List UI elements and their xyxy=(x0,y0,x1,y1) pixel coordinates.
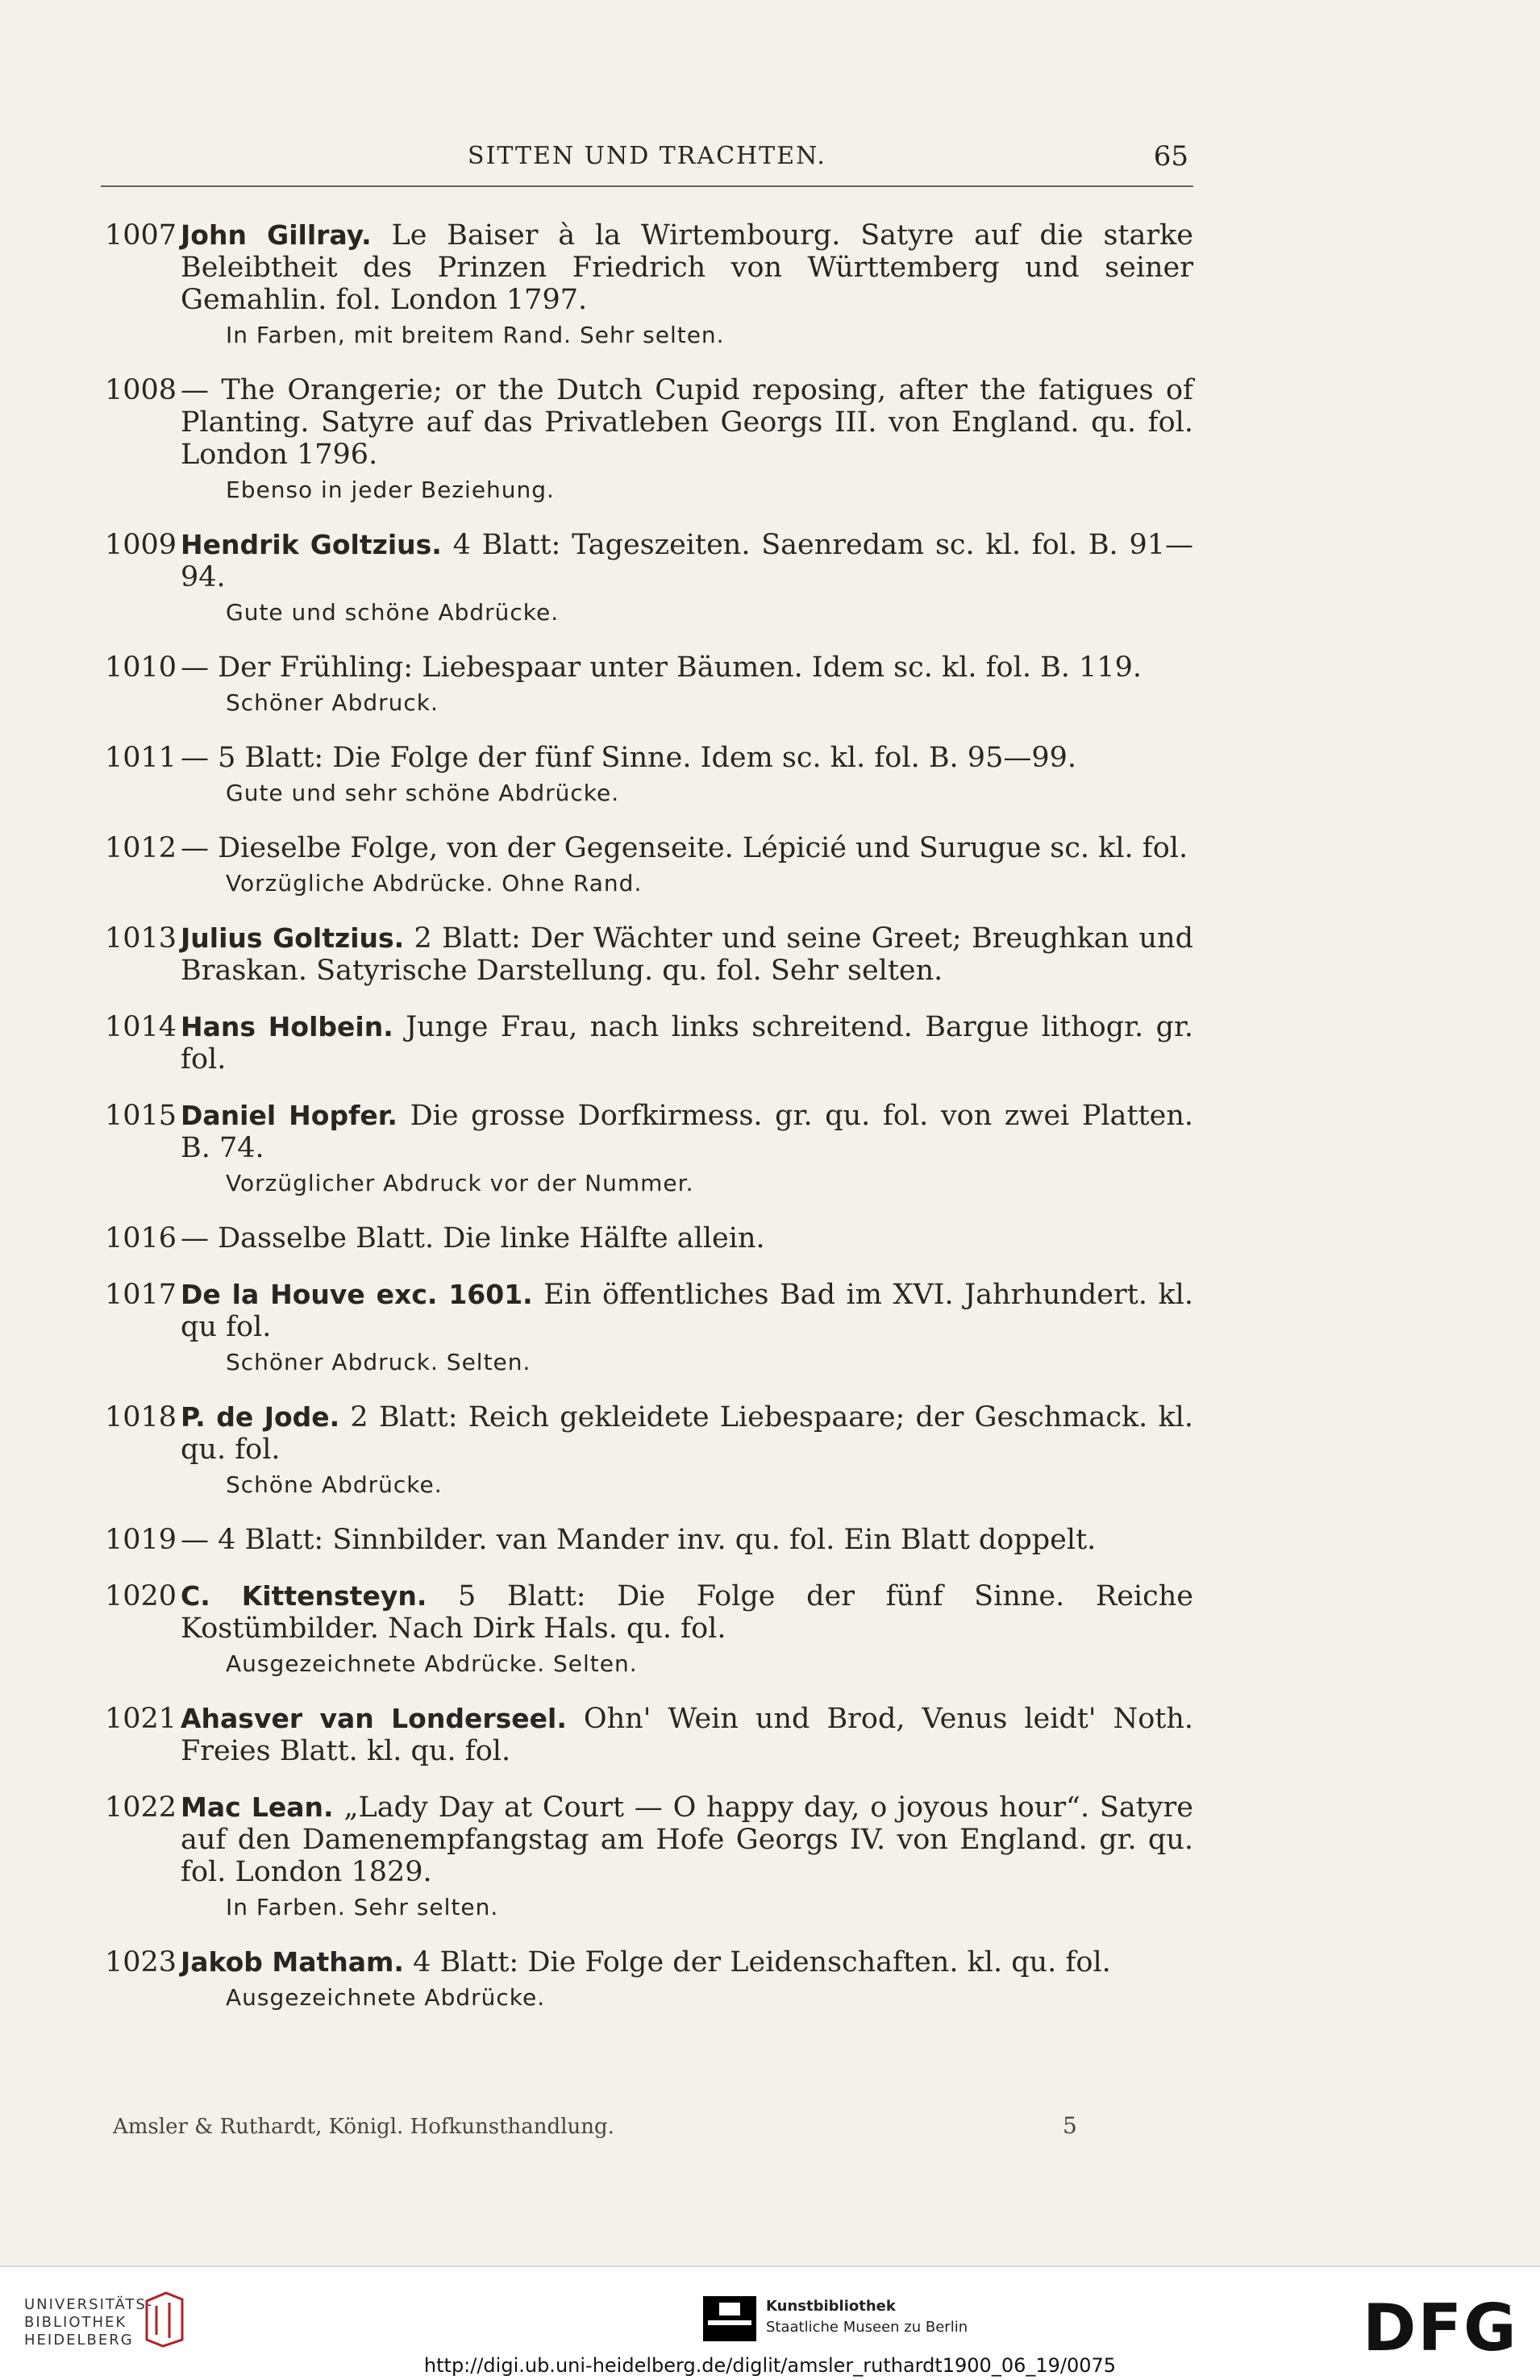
entry-number: 1021 xyxy=(105,1703,177,1735)
entry-number: 1014 xyxy=(105,1011,177,1043)
publisher-footer: Amsler & Ruthardt, Königl. Hofkunsthandlung. xyxy=(113,2115,614,2139)
entry-number: 1019 xyxy=(105,1524,177,1556)
entry-description: 4 Blatt: Die Folge der Leidenschaften. kl. qu. fol. xyxy=(413,1946,1111,1978)
entry-text xyxy=(181,1946,1193,1978)
entry-note: Schöner Abdruck. Selten. xyxy=(226,1349,531,1375)
entry-note: Schöne Abdrücke. xyxy=(226,1471,443,1498)
dfg-logo[interactable]: DFG xyxy=(1363,2291,1518,2365)
source-url-link[interactable]: http://digi.ub.uni-heidelberg.de/diglit/amsler_ruthardt1900_06_19/0075 xyxy=(423,2354,1117,2377)
entry-description: Ein öffentliches Bad im XVI. Jahrhundert. kl. qu fol. xyxy=(181,1279,1193,1343)
entry-note: Vorzüglicher Abdruck vor der Nummer. xyxy=(226,1170,694,1196)
ub-heidelberg-label[interactable]: UNIVERSITÄTS- BIBLIOTHEK HEIDELBERG xyxy=(24,2296,154,2349)
entry-description: „Lady Day at Court — O happy day, o joyous hour“. Satyre auf den Damenempfangstag am Hofe Georgs IV. von England. gr. qu. fol. London 1829. xyxy=(181,1791,1193,1888)
catalog-entry xyxy=(105,651,1193,718)
entry-text xyxy=(181,1279,1193,1343)
running-title: SITTEN UND TRACHTEN. xyxy=(468,142,826,170)
catalog-entry xyxy=(105,1011,1193,1076)
entry-description: 4 Blatt: Tageszeiten. Saenredam sc. kl. fol. B. 91—94. xyxy=(181,529,1193,593)
digitization-bar xyxy=(0,2266,1540,2380)
entry-text xyxy=(181,742,1193,774)
entry-text xyxy=(181,1100,1193,1164)
artist-name: P. de Jode. xyxy=(181,1401,340,1433)
artist-name: Hans Holbein. xyxy=(181,1011,393,1042)
entry-description: Ohn' Wein und Brod, Venus leidt' Noth. Freies Blatt. kl. qu. fol. xyxy=(181,1703,1193,1767)
artist-name: Jakob Matham. xyxy=(181,1946,404,1978)
artist-name: C. Kittensteyn. xyxy=(181,1580,427,1612)
catalog-entry xyxy=(105,1524,1193,1556)
catalog-entry xyxy=(105,1279,1193,1377)
entry-number: 1023 xyxy=(105,1946,177,1978)
entry-number: 1013 xyxy=(105,922,177,955)
artist-name: Mac Lean. xyxy=(181,1791,334,1823)
entry-text xyxy=(181,922,1193,987)
entry-note: Gute und schöne Abdrücke. xyxy=(226,599,560,626)
entry-description: 2 Blatt: Reich gekleidete Liebespaare; der Geschmack. kl. qu. fol. xyxy=(181,1401,1193,1466)
entry-description: 2 Blatt: Der Wächter und seine Greet; Breughkan und Braskan. Satyrische Darstellung. qu. fol. Sehr selten. xyxy=(181,922,1193,987)
catalog-entry xyxy=(105,1703,1193,1767)
artist-name: John Gillray. xyxy=(181,219,372,251)
entry-note: Schöner Abdruck. xyxy=(226,689,439,716)
entry-description: 5 Blatt: Die Folge der fünf Sinne. Reiche Kostümbilder. Nach Dirk Hals. qu. fol. xyxy=(181,1580,1193,1645)
entry-description: Le Baiser à la Wirtembourg. Satyre auf die starke Beleibtheit des Prinzen Friedrich von Württemberg und seiner Gemahlin. fol. London 1797. xyxy=(181,219,1193,316)
entry-description: — 5 Blatt: Die Folge der fünf Sinne. Idem sc. kl. fol. B. 95—99. xyxy=(181,742,1076,774)
page-header xyxy=(101,135,1193,187)
entry-number: 1016 xyxy=(105,1222,177,1254)
artist-name: Ahasver van Londerseel. xyxy=(181,1703,567,1734)
ub-heidelberg-logo-icon[interactable] xyxy=(142,2291,187,2348)
entry-description: — 4 Blatt: Sinnbilder. van Mander inv. qu. fol. Ein Blatt doppelt. xyxy=(181,1524,1097,1556)
entry-description: Junge Frau, nach links schreitend. Bargue lithogr. gr. fol. xyxy=(181,1011,1193,1076)
entry-description: — Dieselbe Folge, von der Gegenseite. Lépicié und Surugue sc. kl. fol. xyxy=(181,832,1188,864)
entry-note: Ebenso in jeder Beziehung. xyxy=(226,476,555,503)
entry-number: 1010 xyxy=(105,651,177,684)
page-number: 65 xyxy=(1153,140,1188,173)
entry-note: Vorzügliche Abdrücke. Ohne Rand. xyxy=(226,870,643,897)
entry-text xyxy=(181,651,1193,684)
catalog-entry xyxy=(105,832,1193,898)
catalog-entry xyxy=(105,219,1193,350)
entry-note: In Farben, mit breitem Rand. Sehr selten. xyxy=(226,322,725,348)
kunstbibliothek-label[interactable]: Kunstbibliothek Staatliche Museen zu Berlin xyxy=(766,2298,968,2336)
entry-text xyxy=(181,832,1193,864)
entry-text xyxy=(181,1011,1193,1076)
entry-note: Ausgezeichnete Abdrücke. xyxy=(226,1984,546,2011)
entry-number: 1018 xyxy=(105,1401,177,1433)
catalog-entry xyxy=(105,529,1193,627)
entry-note: Gute und sehr schöne Abdrücke. xyxy=(226,780,620,806)
entry-text xyxy=(181,374,1193,471)
catalog-entries xyxy=(105,219,1193,2037)
entry-number: 1020 xyxy=(105,1580,177,1612)
entry-description: — Dasselbe Blatt. Die linke Hälfte allein. xyxy=(181,1222,765,1254)
entry-number: 1015 xyxy=(105,1100,177,1132)
kunstbibliothek-logo-icon[interactable] xyxy=(703,2296,756,2341)
entry-text xyxy=(181,1222,1193,1254)
catalog-entry xyxy=(105,1580,1193,1679)
entry-text xyxy=(181,1401,1193,1466)
catalog-entry xyxy=(105,1401,1193,1500)
entry-number: 1012 xyxy=(105,832,177,864)
entry-text xyxy=(181,529,1193,593)
artist-name: Daniel Hopfer. xyxy=(181,1100,397,1131)
entry-text xyxy=(181,1580,1193,1645)
entry-number: 1009 xyxy=(105,529,177,561)
catalog-entry xyxy=(105,1222,1193,1254)
entry-number: 1008 xyxy=(105,374,177,406)
entry-note: In Farben. Sehr selten. xyxy=(226,1894,499,1920)
catalog-entry xyxy=(105,374,1193,505)
entry-number: 1022 xyxy=(105,1791,177,1824)
catalog-entry xyxy=(105,1100,1193,1198)
entry-text xyxy=(181,1524,1193,1556)
signature-mark: 5 xyxy=(1063,2112,1077,2139)
catalog-entry xyxy=(105,742,1193,808)
entry-text xyxy=(181,1703,1193,1767)
entry-text xyxy=(181,1791,1193,1888)
entry-number: 1017 xyxy=(105,1279,177,1311)
entry-number: 1007 xyxy=(105,219,177,252)
entry-description: — Der Frühling: Liebespaar unter Bäumen. Idem sc. kl. fol. B. 119. xyxy=(181,651,1142,684)
catalog-entry xyxy=(105,922,1193,987)
entry-description: Die grosse Dorfkirmess. gr. qu. fol. von zwei Platten. B. 74. xyxy=(181,1100,1193,1164)
catalog-entry xyxy=(105,1791,1193,1922)
entry-description: — The Orangerie; or the Dutch Cupid reposing, after the fatigues of Planting. Satyre auf das Privatleben Georgs III. von England. qu. fol. London 1796. xyxy=(181,374,1193,471)
entry-note: Ausgezeichnete Abdrücke. Selten. xyxy=(226,1650,638,1677)
entry-number: 1011 xyxy=(105,742,177,774)
artist-name: De la Houve exc. 1601. xyxy=(181,1279,533,1310)
entry-text xyxy=(181,219,1193,316)
artist-name: Hendrik Goltzius. xyxy=(181,529,442,560)
artist-name: Julius Goltzius. xyxy=(181,922,405,954)
catalog-entry xyxy=(105,1946,1193,2012)
